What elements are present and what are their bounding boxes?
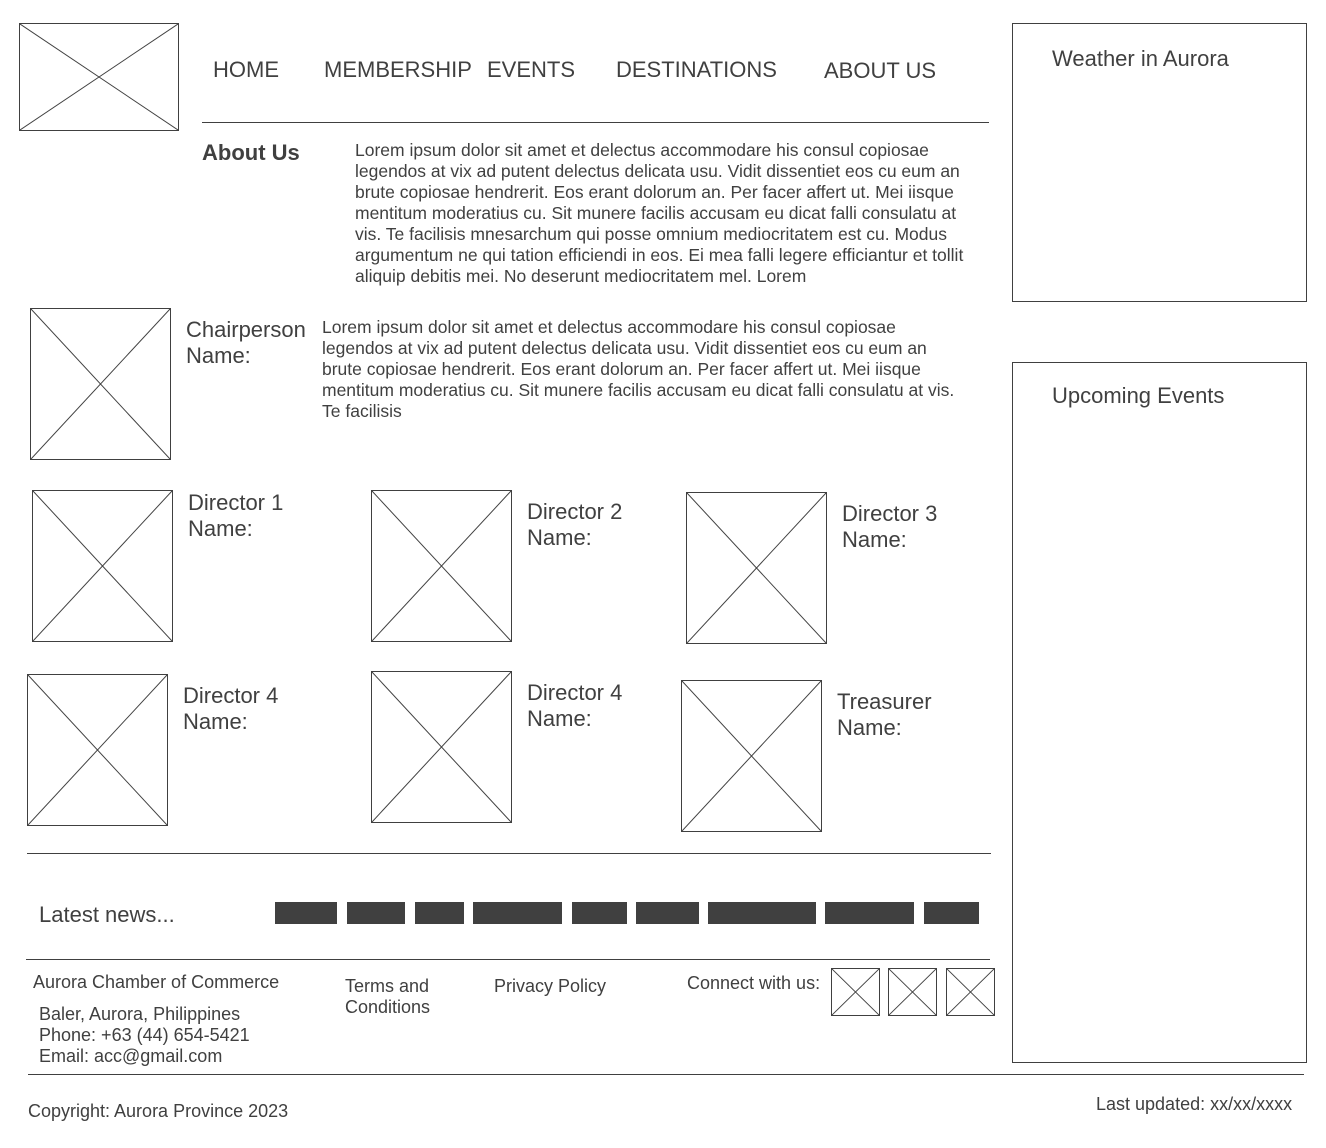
nav-events[interactable]: EVENTS — [487, 57, 576, 82]
copyright: Copyright: Aurora Province 2023 — [28, 1101, 289, 1121]
image-placeholder-icon — [372, 672, 511, 822]
news-headline-7[interactable] — [708, 902, 816, 924]
news-headline-2[interactable] — [347, 902, 405, 924]
news-divider — [26, 959, 990, 960]
director-2-name: Director 2 Name: — [527, 499, 623, 550]
weather-title: Weather in Aurora — [1052, 46, 1229, 71]
upcoming-events-widget — [1012, 362, 1307, 1063]
treasurer-photo — [681, 680, 822, 832]
image-placeholder-icon — [372, 491, 511, 641]
footer-org-name: Aurora Chamber of Commerce — [33, 972, 280, 992]
nav-about-us[interactable]: ABOUT US — [824, 58, 937, 83]
director-4-photo — [27, 674, 168, 826]
director-5-photo — [371, 671, 512, 823]
upcoming-events-title: Upcoming Events — [1052, 383, 1225, 408]
image-placeholder-icon — [33, 491, 172, 641]
chairperson-name: Chairperson Name: — [186, 317, 306, 368]
logo-image[interactable] — [19, 23, 179, 131]
director-1-photo — [32, 490, 173, 642]
director-2-photo — [371, 490, 512, 642]
footer-divider — [28, 1074, 1304, 1075]
social-icon — [889, 969, 936, 1015]
director-4-name: Director 4 Name: — [183, 683, 279, 734]
director-5-name: Director 4 Name: — [527, 680, 623, 731]
officers-divider — [27, 853, 991, 854]
social-icon — [832, 969, 879, 1015]
news-label: Latest news... — [39, 902, 175, 927]
privacy-policy-link[interactable]: Privacy Policy — [494, 976, 607, 996]
last-updated: Last updated: xx/xx/xxxx — [1096, 1094, 1293, 1114]
social-link-3[interactable] — [946, 968, 995, 1016]
image-placeholder-icon — [682, 681, 821, 831]
terms-link[interactable]: Terms and Conditions — [345, 976, 431, 1017]
director-1-name: Director 1 Name: — [188, 490, 284, 541]
director-3-name: Director 3 Name: — [842, 501, 938, 552]
nav-divider — [202, 122, 989, 123]
news-headline-4[interactable] — [473, 902, 562, 924]
news-headline-1[interactable] — [275, 902, 337, 924]
news-headline-6[interactable] — [636, 902, 699, 924]
nav-membership[interactable]: MEMBERSHIP — [324, 57, 472, 82]
nav-home[interactable]: HOME — [213, 57, 279, 82]
news-headline-8[interactable] — [825, 902, 914, 924]
footer-email: Email: acc@gmail.com — [39, 1046, 223, 1066]
image-placeholder-icon — [20, 24, 178, 130]
social-icon — [947, 969, 994, 1015]
footer-address: Baler, Aurora, Philippines — [39, 1004, 241, 1024]
director-3-photo — [686, 492, 827, 644]
nav-destinations[interactable]: DESTINATIONS — [616, 57, 777, 82]
news-headline-9[interactable] — [924, 902, 979, 924]
news-headline-5[interactable] — [572, 902, 627, 924]
weather-widget — [1012, 23, 1307, 302]
footer-phone: Phone: +63 (44) 654-5421 — [39, 1025, 250, 1045]
image-placeholder-icon — [687, 493, 826, 643]
about-text: Lorem ipsum dolor sit amet et delectus accommodare his consul copiosae legendos at vix ad putent delectus delicata usu. Vidit dissentiet eos cu eum an brute copiosae hendrerit. Eos erant dolorum an. Per facer affert ut. Mei iisque mentitum moderatius cu. Sit munere facilis accusam eu dicat falli consulatu at vis. Te facilisis mnesarchum qui posse omnium mediocritatem est cu. Modus argumentum ne qui tation efficiendi in eos. Ei mea falli legere efficiantur et tollit aliquip debitis mei. No deserunt mediocritatem mel. Lorem — [355, 140, 964, 286]
image-placeholder-icon — [28, 675, 167, 825]
chairperson-photo — [30, 308, 171, 460]
news-headline-3[interactable] — [415, 902, 464, 924]
about-title: About Us — [202, 140, 300, 165]
connect-label: Connect with us: — [687, 973, 821, 993]
chairperson-text: Lorem ipsum dolor sit amet et delectus accommodare his consul copiosae legendos at vix ad putent delectus delicata usu. Vidit dissentiet eos cu eum an brute copiosae hendrerit. Eos erant dolorum an. Per facer affert ut. Mei iisque mentitum moderatius cu. Sit munere facilis accusam eu dicat falli consulatu at vis. Te facilisis — [322, 317, 955, 421]
treasurer-name: Treasurer Name: — [837, 689, 932, 740]
social-link-1[interactable] — [831, 968, 880, 1016]
social-link-2[interactable] — [888, 968, 937, 1016]
image-placeholder-icon — [31, 309, 170, 459]
